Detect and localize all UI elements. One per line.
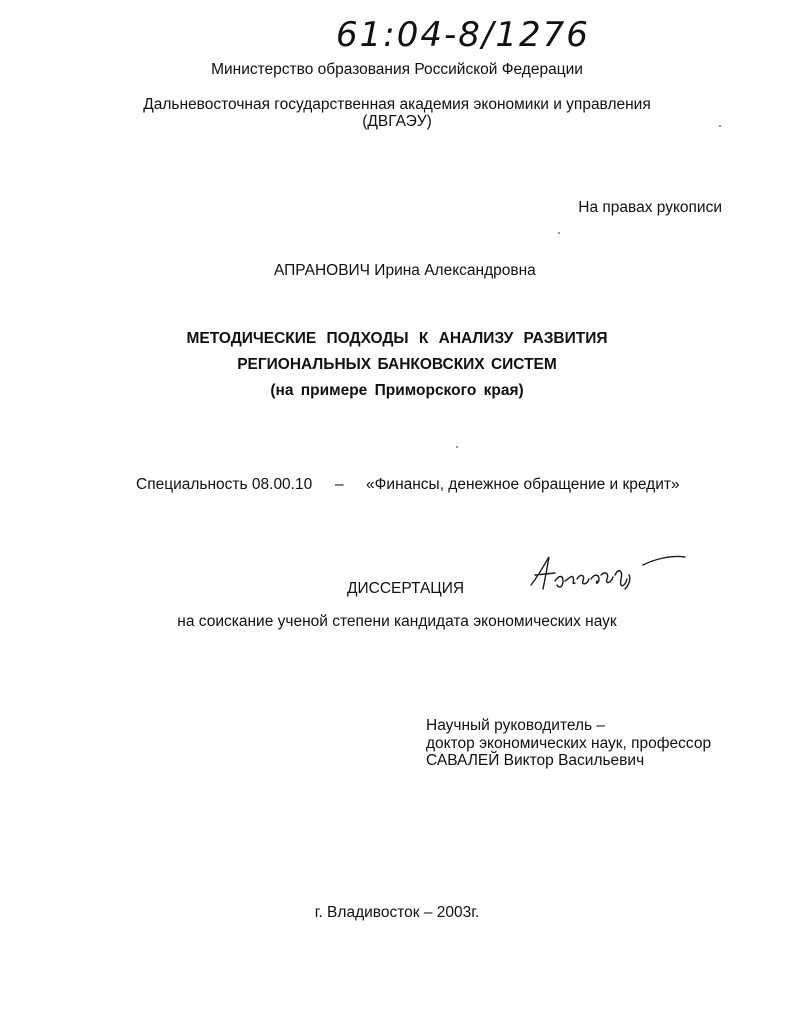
city-year: г. Владивосток – 2003г. [314,904,480,921]
archive-number-text: 61:04-8/1276 [336,15,590,54]
thesis-title-line3: (на примере Приморского края) [270,382,524,399]
scan-speck [558,232,560,234]
academy-abbreviation: (ДВГАЭУ) [362,113,432,130]
dissertation-label: ДИССЕРТАЦИЯ [347,580,465,597]
archive-number-handwritten [330,10,620,54]
scan-speck [719,125,721,127]
signature [525,545,690,605]
author-name: АПРАНОВИЧ Ирина Александровна [274,262,536,279]
supervisor-credentials: доктор экономических наук, профессор [426,735,712,752]
academy-name: Дальневосточная государственная академия экономики и управления [143,96,651,113]
supervisor-name: САВАЛЕЙ Виктор Васильевич [426,752,645,769]
specialty-code: Специальность 08.00.10 [136,476,313,493]
thesis-title-line2: РЕГИОНАЛЬНЫХ БАНКОВСКИХ СИСТЕМ [237,356,557,373]
thesis-title-line1: МЕТОДИЧЕСКИЕ ПОДХОДЫ К АНАЛИЗУ РАЗВИТИЯ [186,330,608,347]
ministry-heading: Министерство образования Российской Федерации [211,61,583,78]
rights-note: На правах рукописи [578,199,722,216]
scan-speck [456,446,458,448]
degree-line: на соискание ученой степени кандидата экономических наук [177,613,617,630]
supervisor-role: Научный руководитель – [426,717,606,734]
specialty-dash: – [335,476,344,493]
specialty-name: «Финансы, денежное обращение и кредит» [366,476,680,493]
